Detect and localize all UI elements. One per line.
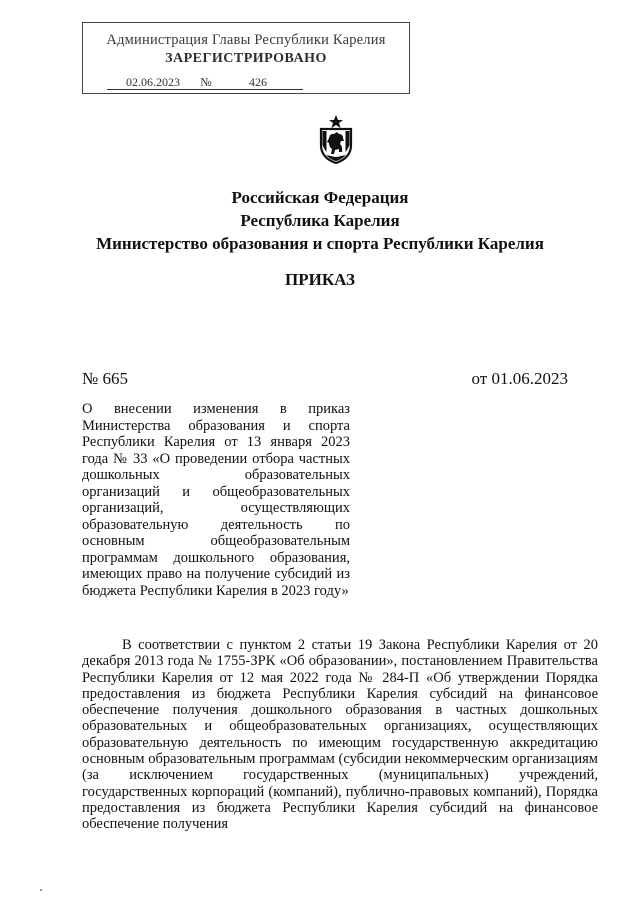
- stamp-number: 426: [213, 76, 303, 90]
- document-type: ПРИКАЗ: [285, 270, 355, 289]
- stamp-organization: Администрация Главы Республики Карелия: [106, 32, 386, 48]
- karelia-coat-of-arms-icon: [317, 114, 355, 164]
- header-region: Республика Карелия: [240, 211, 400, 230]
- order-subject: О внесении изменения в приказ Министерства образования и спорта Республики Карелия от 13 января 2023 года № 33 «О проведении отбора частных дошкольных образовательных организаций и общеобразовательных организаций, осуществляющих образовательную деятельность по основным общеобразовательным программам дошкольного образования, имеющих право на получение субсидий из бюджета Республики Карелия в 2023 году»: [82, 401, 350, 599]
- header-ministry: Министерство образования и спорта Республики Карелия: [96, 234, 544, 253]
- order-date: от 01.06.2023: [471, 369, 568, 388]
- order-body: В соответствии с пунктом 2 статьи 19 Закона Республики Карелия от 20 декабря 2013 года № 1755-ЗРК «Об образовании», постановлением Правительства Республики Карелия от 12 мая 2022 года № 284-П «Об утверждении Порядка предоставления из бюджета Республики Карелия субсидий на финансовое обеспечение получения дошкольного образования в частных дошкольных образовательных и общеобразовательных организациях, осуществляющих образовательную деятельность по имеющим государственную аккредитацию основным образовательным программам (субсидии некоммерческим организациям (за исключением государственных (муниципальных) учреждений, государственных корпораций (компаний), публично-правовых компаний), Порядка предоставления из бюджета Республики Карелия субсидий на финансовое обеспечение получения: [82, 637, 598, 833]
- stamp-date: 02.06.2023: [107, 76, 199, 90]
- page-speck: [40, 889, 42, 891]
- stamp-number-sign: №: [200, 75, 212, 89]
- order-number: № 665: [82, 369, 128, 388]
- stamp-registration-line: [107, 75, 303, 90]
- stamp-status: ЗАРЕГИСТРИРОВАНО: [165, 51, 327, 66]
- header-country: Российская Федерация: [231, 188, 409, 207]
- registration-stamp: [82, 22, 410, 94]
